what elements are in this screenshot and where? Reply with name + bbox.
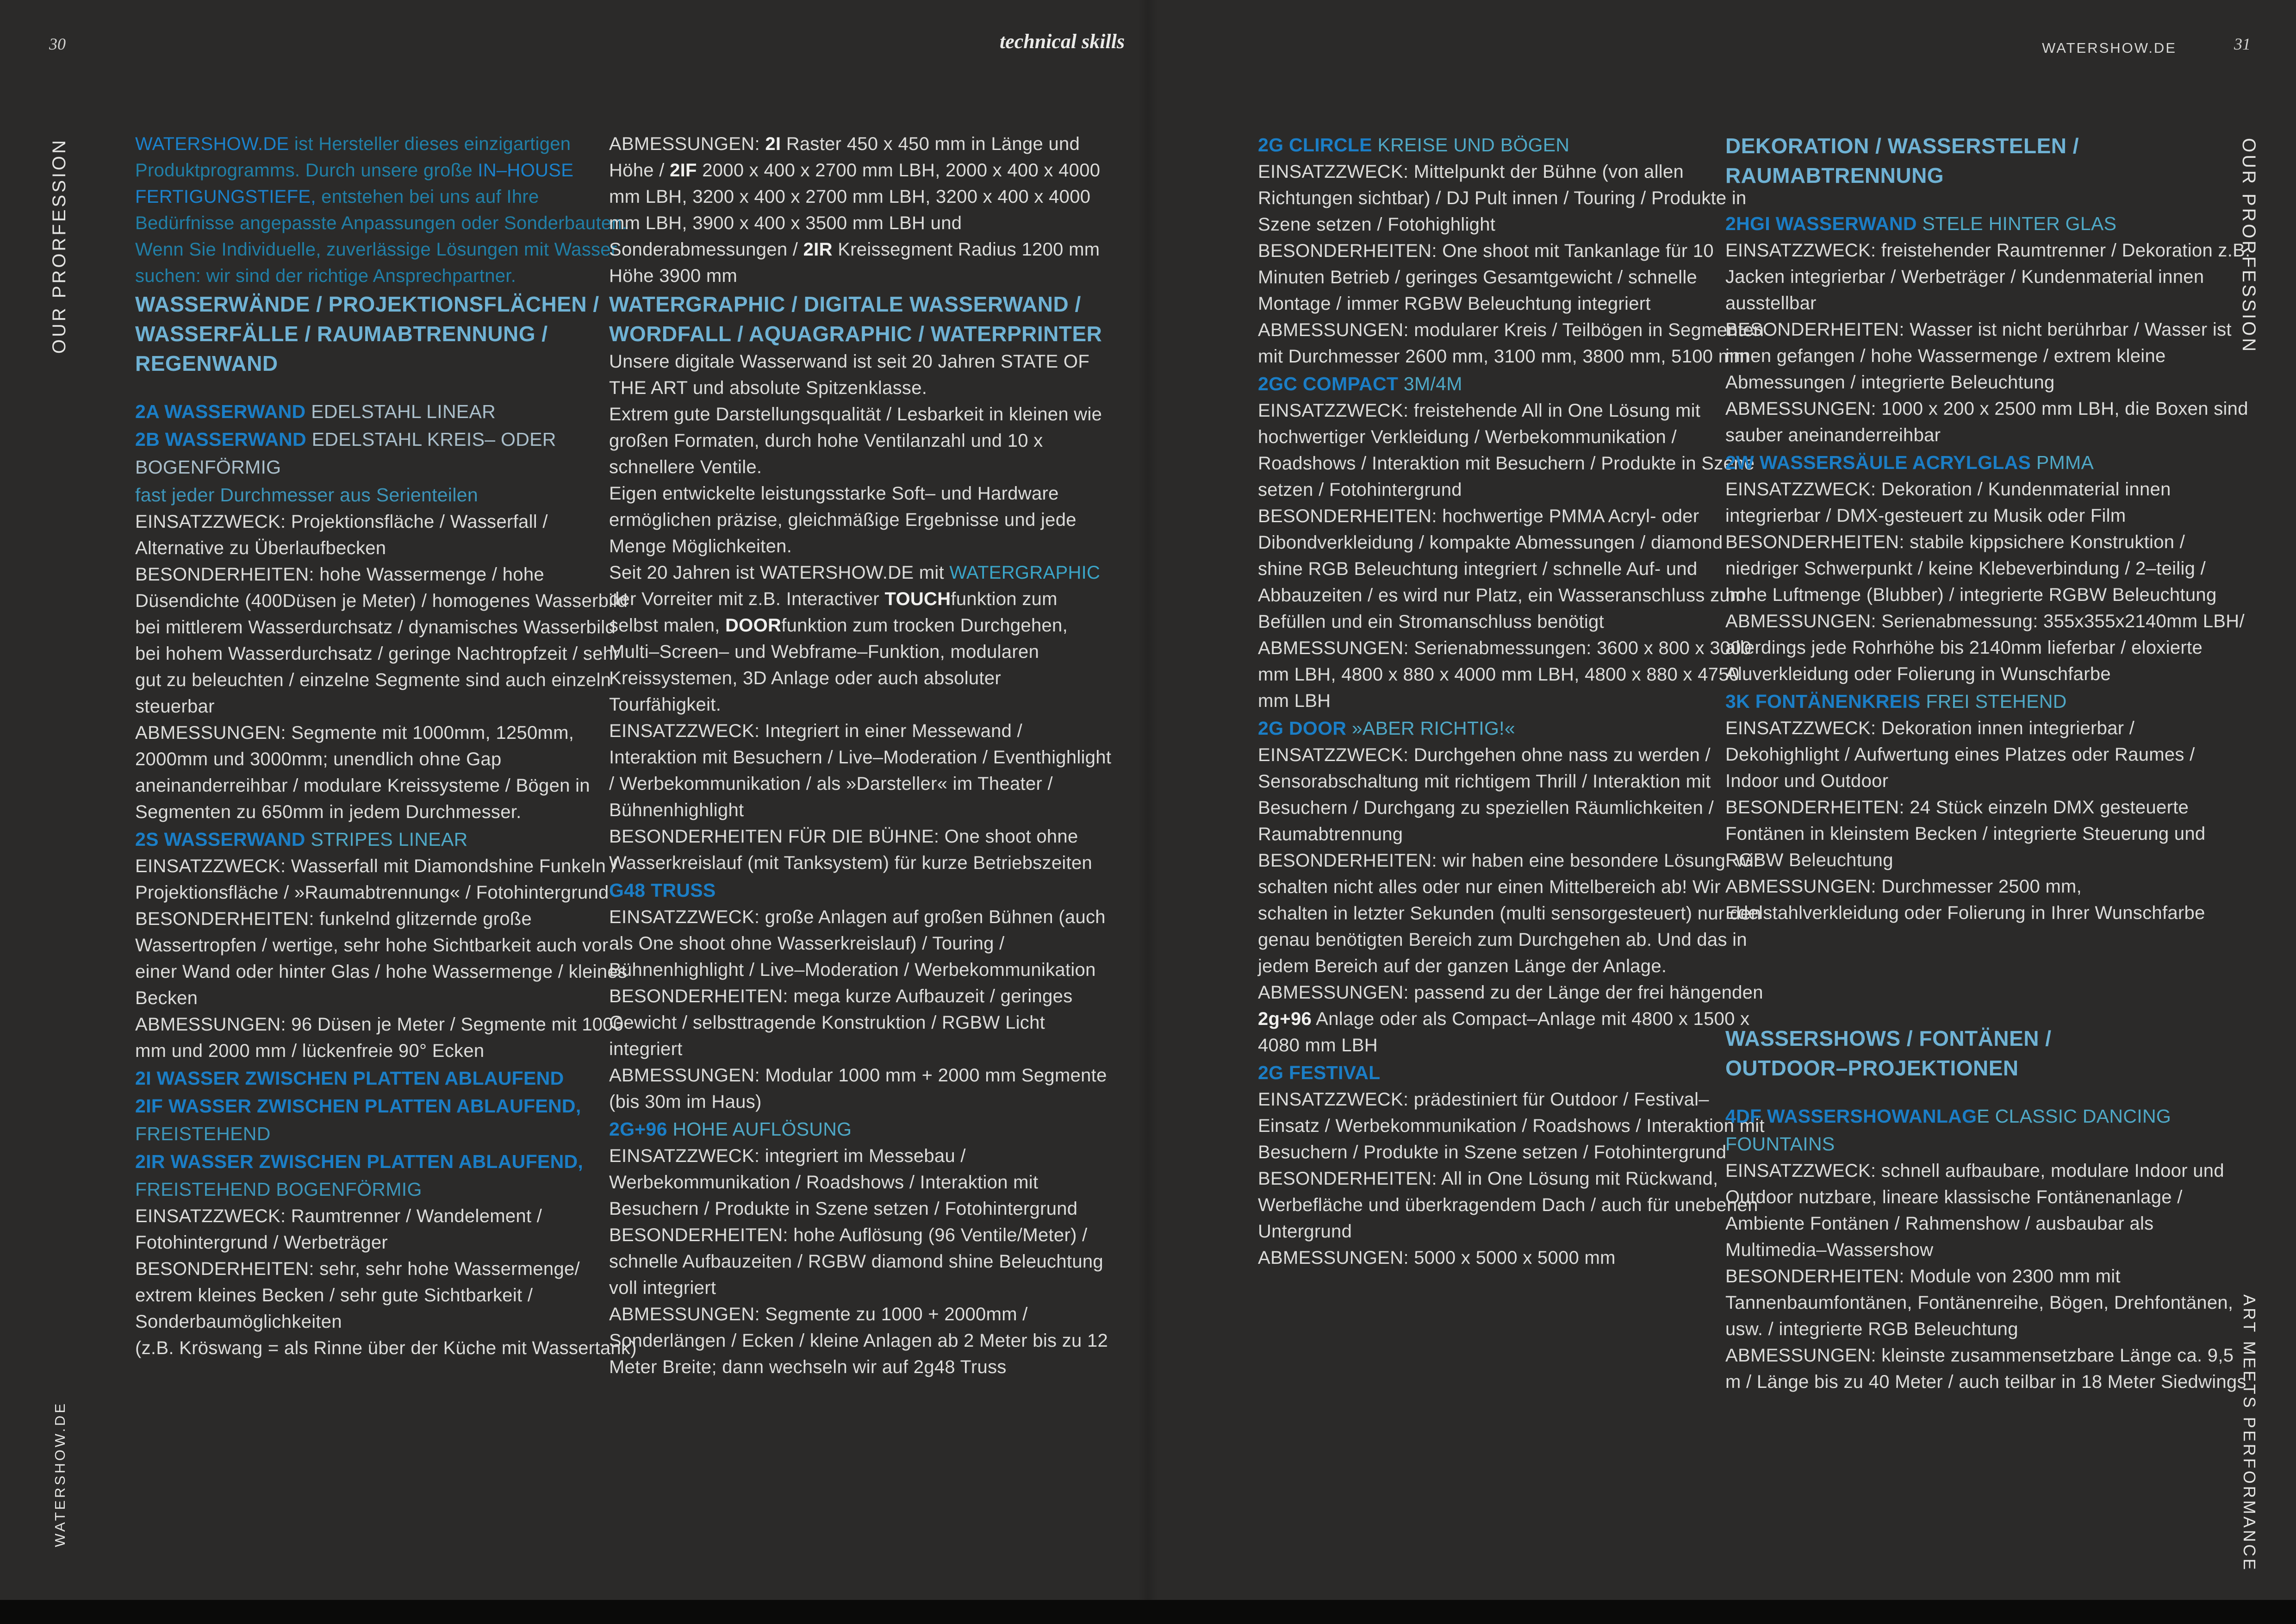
abmessungen-paragraph <box>1258 1245 1770 1271</box>
abmessungen-paragraph <box>135 1012 638 1064</box>
segment-bold: 2g+96 <box>1258 1009 1312 1029</box>
abmessungen-paragraph <box>609 1062 1112 1115</box>
segment-pale: BOGENFÖRMIG <box>135 456 281 478</box>
section-header-line: WATERGRAPHIC / DIGITALE WASSERWAND / <box>609 292 1081 316</box>
einsatzzweck-paragraph <box>609 904 1112 983</box>
sidebar-text-left-bottom: WATERSHOW.DE <box>52 1401 68 1547</box>
product-header-2w <box>1725 449 2251 476</box>
text-segment: ABMESSUNGEN: Durchmesser 2500 mm, Edelstahlverkleidung oder Folierung in Ihrer Wunschfarbe <box>1725 876 2205 923</box>
abmessungen-paragraph <box>1258 980 1770 1059</box>
besonderheiten-paragraph <box>135 1256 638 1335</box>
product-header-2a-2b <box>135 398 638 509</box>
einsatzzweck-paragraph <box>609 718 1112 824</box>
intro-paragraph <box>135 131 638 289</box>
text-segment: BESONDERHEITEN: 24 Stück einzeln DMX gesteuerte Fontänen in kleinstem Becken / integrierte Steuerung und RGBW Beleuchtung <box>1725 797 2206 870</box>
segment-code: 3K FONTÄNENKREIS <box>1725 691 1926 712</box>
section-header-line: REGENWAND <box>135 351 278 375</box>
besonderheiten-paragraph <box>135 562 638 720</box>
segment-code: 2G CLIRCLE <box>1258 134 1378 156</box>
einsatzzweck-paragraph <box>135 853 638 906</box>
segment-med: FREISTEHEND BOGENFÖRMIG <box>135 1179 422 1200</box>
segment-code: 2G DOOR <box>1258 718 1352 739</box>
segment-code: 2G FESTIVAL <box>1258 1062 1381 1083</box>
segment-code: 2B WASSERWAND <box>135 429 312 450</box>
text-segment: ABMESSUNGEN: Segmente mit 1000mm, 1250mm, 2000mm und 3000mm; unendlich ohne Gap aneinanderreihbar / modulare Kreissysteme / Bögen in Segmenten zu 650mm in jedem Durchmesser. <box>135 723 590 822</box>
text-segment: BESONDERHEITEN: funkelnd glitzernde große Wassertropfen / wertige, sehr hohe Sichtbarkeit auch vor einer Wand oder hinter Glas / hohe Wassermenge / kleines Becken <box>135 909 628 1008</box>
segment-code: G48 TRUSS <box>609 880 716 901</box>
segment-med: fast jeder Durchmesser aus Serienteilen <box>135 484 478 506</box>
segment-code: 2A WASSERWAND <box>135 401 311 422</box>
text-segment: Anlage oder als Compact–Anlage mit 4800 x 1500 x 4080 mm LBH <box>1258 1009 1750 1056</box>
body-paragraph <box>609 349 1112 401</box>
text-segment: EINSATZZWECK: integriert im Messebau / Werbekommunikation / Roadshows / Interaktion mit Besuchern / Produkte in Szene setzen / Fotohintergrund <box>609 1146 1078 1219</box>
text-segment: BESONDERHEITEN: sehr, sehr hohe Wassermenge/ extrem kleines Becken / sehr gute Sichtbarkeit / Sonderbaumöglichkeiten <box>135 1259 580 1332</box>
segment-bold: 2IF <box>670 160 697 181</box>
text-segment: BESONDERHEITEN: All in One Lösung mit Rückwand, Werbefläche und überkragendem Dach / auch für unebenen Untergrund <box>1258 1168 1758 1242</box>
text-segment: EINSATZZWECK: Mittelpunkt der Bühne (von allen Richtungen sichtbar) / DJ Pult innen / Touring / Produkte in Szene setzen / Fotohighlight <box>1258 162 1747 235</box>
text-segment: (z.B. Kröswang = als Rinne über der Küche mit Wassertank) <box>135 1338 637 1358</box>
besonderheiten-paragraph <box>1258 848 1770 980</box>
product-header-2s <box>135 825 638 853</box>
abmessungen-paragraph <box>1258 317 1770 370</box>
segment-code: 4DF WASSERSHOWANLAG <box>1725 1106 1977 1127</box>
segment-sub: STRIPES LINEAR <box>311 829 468 850</box>
section-header-line: WASSERWÄNDE / PROJEKTIONSFLÄCHEN / <box>135 292 599 316</box>
besonderheiten-paragraph <box>1725 794 2251 874</box>
section-header-wassershows <box>1725 1024 2251 1083</box>
segment-pale: EDELSTAHL KREIS– ODER <box>311 429 556 450</box>
text-segment: Seit 20 Jahren ist WATERSHOW.DE mit <box>609 562 950 583</box>
abmessungen-paragraph <box>609 1301 1112 1380</box>
text-segment: BESONDERHEITEN: hohe Auflösung (96 Ventile/Meter) / schnelle Aufbauzeiten / RGBW diamond shine Beleuchtung voll integriert <box>609 1225 1103 1298</box>
besonderheiten-paragraph <box>1725 529 2251 608</box>
product-header-3k <box>1725 687 2251 715</box>
column-4 <box>1725 131 2251 1395</box>
besonderheiten-paragraph <box>1725 317 2251 396</box>
text-segment: EINSATZZWECK: Integriert in einer Messewand / Interaktion mit Besuchern / Live–Moderation / Eventhighlight / Werbekommunikation / als »Darsteller« im Theater / Bühnenhighlight <box>609 721 1112 820</box>
text-segment: EINSATZZWECK: prädestiniert für Outdoor / Festival–Einsatz / Werbekommunikation / Roadshows / Interaktion mit Besuchern / Produkte in Szene setzen / Fotohintergrund <box>1258 1089 1765 1162</box>
product-header-2i-2if-2ir <box>135 1064 638 1203</box>
product-header-g48 <box>609 876 1112 904</box>
segment-code: 2I WASSER ZWISCHEN PLATTEN ABLAUFEND <box>135 1068 564 1089</box>
text-segment: ABMESSUNGEN: Modular 1000 mm + 2000 mm Segmente (bis 30m im Haus) <box>609 1065 1107 1112</box>
page-title: technical skills <box>999 30 1125 53</box>
einsatzzweck-paragraph <box>1725 476 2251 529</box>
section-header-watergraphic <box>609 289 1112 349</box>
text-segment: Eigen entwickelte leistungsstarke Soft– und Hardware ermöglichen präzise, gleichmäßige Ergebnisse und jede Menge Möglichkeiten. <box>609 483 1076 556</box>
segment-sub: »ABER RICHTIG!« <box>1351 718 1515 739</box>
text-segment: BESONDERHEITEN: Wasser ist nicht berührbar / Wasser ist innen gefangen / hohe Wassermenge / extrem kleine Abmessungen / integrierte Beleuchtung <box>1725 319 2232 393</box>
text-segment: BESONDERHEITEN: Module von 2300 mm mit Tannenbaumfontänen, Fontänenreihe, Bögen, Drehfontänen, usw. / integrierte RGB Beleuchtung <box>1725 1266 2234 1339</box>
text-segment: ABMESSUNGEN: Serienabmessungen: 3600 x 800 x 3000 mm LBH, 4800 x 880 x 4000 mm LBH, 4800 x 880 x 4750 mm LBH <box>1258 638 1752 711</box>
segment-code: 2W WASSERSÄULE ACRYLGLAS <box>1725 452 2036 473</box>
section-header-line: WASSERSHOWS / FONTÄNEN / <box>1725 1026 2052 1050</box>
segment-ib: WATERSHOW.DE <box>135 134 289 154</box>
segment-sub: KREISE UND BÖGEN <box>1377 134 1570 156</box>
besonderheiten-paragraph <box>1258 1166 1770 1245</box>
einsatzzweck-paragraph <box>135 509 638 562</box>
abmessungen-paragraph <box>1258 635 1770 714</box>
segment-bold: 2I <box>765 134 781 154</box>
segment-sub: E CLASSIC DANCING FOUNTAINS <box>1725 1106 2172 1155</box>
einsatzzweck-paragraph <box>609 1143 1112 1222</box>
body-paragraph <box>609 560 1112 718</box>
product-header-2g96 <box>609 1115 1112 1143</box>
text-segment: BESONDERHEITEN: stabile kippsichere Konstruktion / niedriger Schwerpunkt / keine Klebeverbindung / 2–teilig / hohe Luftmenge (Blubber) / integrierte RGBW Beleuchtung <box>1725 532 2217 605</box>
product-header-2gc <box>1258 370 1770 398</box>
segment-code: 2IF WASSER ZWISCHEN PLATTEN ABLAUFEND, <box>135 1095 581 1117</box>
text-segment: EINSATZZWECK: Raumtrenner / Wandelement / Fotohintergrund / Werbeträger <box>135 1206 542 1253</box>
text-segment: EINSATZZWECK: Projektionsfläche / Wasserfall / Alternative zu Überlaufbecken <box>135 512 548 558</box>
segment-med: FREISTEHEND <box>135 1123 271 1144</box>
section-header-line: OUTDOOR–PROJEKTIONEN <box>1725 1056 2019 1080</box>
abmessungen-paragraph <box>609 131 1112 289</box>
product-header-2g-festival <box>1258 1059 1770 1087</box>
sidebar-text-right-bottom: ART MEETS PERFORMANCE <box>2240 1294 2259 1572</box>
text-segment: ABMESSUNGEN: kleinste zusammensetzbare Länge ca. 9,5 m / Länge bis zu 40 Meter / auch teilbar in 18 Meter Siedwings <box>1725 1345 2246 1392</box>
text-segment: BESONDERHEITEN: hohe Wassermenge / hohe Düsendichte (400Düsen je Meter) / homogenes Wasserbild bei mittlerem Wasserdurchsatz / dynamisches Wasserbild bei hohem Wasserdurchsatz / geringe Nachtropfzeit / sehr gut zu beleuchten / einzelne Segmente sind auch einzeln steuerbar <box>135 564 628 717</box>
text-segment: ABMESSUNGEN: <box>609 134 765 154</box>
segment-code: 2GC COMPACT <box>1258 373 1404 394</box>
segment-ib: IN–HOUSE FERTIGUNGSTIEFE, <box>135 160 574 207</box>
abmessungen-paragraph <box>1725 396 2251 449</box>
text-segment: EINSATZZWECK: Dekoration innen integrierbar / Dekohighlight / Aufwertung eines Platzes oder Raumes / Indoor und Outdoor <box>1725 718 2195 791</box>
text-segment: BESONDERHEITEN: hochwertige PMMA Acryl- oder Dibondverkleidung / kompakte Abmessungen / diamond shine RGB Beleuchtung integriert / schnelle Auf- und Abbauzeiten / es wird nur Platz, ein Wasseranschluss zum Befüllen und ein Stromanschluss benötigt <box>1258 506 1746 632</box>
text-segment: der Vorreiter mit z.B. Interactiver <box>609 589 885 609</box>
segment-pale: EDELSTAHL LINEAR <box>311 401 496 422</box>
page-number-right: 31 <box>2234 35 2251 53</box>
text-segment: Kreissegment Radius 1200 mm Höhe 3900 mm <box>609 239 1100 286</box>
sidebar-text-right-top: OUR PRORFESSION <box>2239 138 2259 354</box>
segment-code: 2IR WASSER ZWISCHEN PLATTEN ABLAUFEND, <box>135 1151 584 1172</box>
segment-code: 2G+96 <box>609 1118 673 1140</box>
text-segment: entstehen bei uns auf Ihre Bedürfnisse angepasste Anpassungen oder Sonderbauten. Wenn Sie Individuelle, zuverlässige Lösungen mit Wasser suchen: wir sind der richtige Ansprechpartner. <box>135 187 628 286</box>
einsatzzweck-paragraph <box>1258 398 1770 503</box>
text-segment: ABMESSUNGEN: 5000 x 5000 x 5000 mm <box>1258 1248 1616 1268</box>
page-fold <box>1138 0 1158 1600</box>
text-segment: EINSATZZWECK: schnell aufbaubare, modulare Indoor und Outdoor nutzbare, lineare klassische Fontänenanlage / Ambiente Fontänen / Rahmenshow / ausbaubar als Multimedia–Wassershow <box>1725 1161 2224 1260</box>
body-paragraph <box>609 481 1112 560</box>
segment-bold: 2IR <box>803 239 833 260</box>
text-segment: 2000 x 400 x 2700 mm LBH, 2000 x 400 x 4000 mm LBH, 3200 x 400 x 2700 mm LBH, 3200 x 400 x 4000 mm LBH, 3900 x 400 x 3500 mm LBH und Sonderabmessungen / <box>609 160 1101 260</box>
section-header-wasserwaende <box>135 289 638 378</box>
bottom-edge-bar <box>0 1600 2296 1624</box>
besonderheiten-paragraph <box>135 906 638 1012</box>
text-segment: Extrem gute Darstellungsqualität / Lesbarkeit in kleinen wie großen Formaten, durch hohe Ventilanzahl und 10 x schnellere Ventile. <box>609 404 1102 477</box>
segment-code: 2S WASSERWAND <box>135 829 311 850</box>
einsatzzweck-paragraph <box>1725 1158 2251 1263</box>
product-header-4df <box>1725 1102 2251 1158</box>
text-segment: EINSATZZWECK: Dekoration / Kundenmaterial innen integrierbar / DMX-gesteuert zu Musik oder Film <box>1725 479 2171 526</box>
einsatzzweck-paragraph <box>1258 742 1770 848</box>
segment-sub: STELE HINTER GLAS <box>1922 213 2117 234</box>
segment-bold: TOUCH <box>884 589 951 609</box>
besonderheiten-paragraph <box>1725 1263 2251 1343</box>
text-segment: ABMESSUNGEN: modularer Kreis / Teilbögen in Segmenten mit Durchmesser 2600 mm, 3100 mm, 3800 mm, 5100 mm <box>1258 320 1764 367</box>
text-segment: BESONDERHEITEN FÜR DIE BÜHNE: One shoot ohne Wasserkreislauf (mit Tanksystem) für kurze Betriebszeiten <box>609 826 1093 873</box>
abmessungen-paragraph <box>135 720 638 825</box>
column-1 <box>135 131 638 1362</box>
text-segment: EINSATZZWECK: Durchgehen ohne nass zu werden / Sensorabschaltung mit richtigem Thrill / Interaktion mit Besuchern / Durchgang zu speziellen Räumlichkeiten / Raumabtrennung <box>1258 745 1714 844</box>
text-segment: funktion zum trocken Durchgehen, Multi–Screen– und Webframe–Funktion, modularen Kreissystemen, 3D Anlage oder auch absoluter Tourfähigkeit. <box>609 615 1068 715</box>
einsatzzweck-paragraph <box>1258 159 1770 238</box>
segment-sub: HOHE AUFLÖSUNG <box>672 1118 852 1140</box>
besonderheiten-paragraph <box>609 1222 1112 1301</box>
abmessungen-paragraph <box>1725 874 2251 926</box>
section-header-line: RAUMABTRENNUNG <box>1725 163 1944 187</box>
segment-code: 2HGI WASSERWAND <box>1725 213 1923 234</box>
text-segment: ist Hersteller dieses einzigartigen Produktprogramms. Durch unsere große <box>135 134 571 181</box>
segment-bold: DOOR <box>725 615 782 636</box>
body-paragraph <box>609 401 1112 481</box>
section-header-line: WORDFALL / AQUAGRAPHIC / WATERPRINTER <box>609 322 1102 346</box>
text-segment: ABMESSUNGEN: 1000 x 200 x 2500 mm LBH, die Boxen sind sauber aneinanderreihbar <box>1725 399 2248 445</box>
text-segment: funktion zum selbst malen, <box>609 589 1058 636</box>
einsatzzweck-paragraph <box>1725 237 2251 317</box>
text-segment: ABMESSUNGEN: passend zu der Länge der frei hängenden <box>1258 982 1763 1003</box>
text-segment: EINSATZZWECK: freistehender Raumtrenner / Dekoration z.B. Jacken integrierbar / Werbeträger / Kundenmaterial innen ausstellbar <box>1725 240 2251 313</box>
besonderheiten-paragraph <box>609 824 1112 876</box>
besonderheiten-paragraph <box>1258 503 1770 635</box>
text-segment: EINSATZZWECK: Wasserfall mit Diamondshine Funkeln / Projektionsfläche / »Raumabtrennung« / Fotohintergrund <box>135 856 617 903</box>
sidebar-text-left-top: OUR PRORFESSION <box>49 138 69 354</box>
text-segment: ABMESSUNGEN: Segmente zu 1000 + 2000mm / Sonderlängen / Ecken / kleine Anlagen ab 2 Meter bis zu 12 Meter Breite; dann wechseln wir auf 2g48 Truss <box>609 1304 1108 1377</box>
text-segment: Raster 450 x 450 mm in Länge und Höhe / <box>609 134 1080 181</box>
text-segment: Unsere digitale Wasserwand ist seit 20 Jahren STATE OF THE ART und absolute Spitzenklasse. <box>609 351 1090 398</box>
segment-sub: 3M/4M <box>1403 373 1462 394</box>
column-3 <box>1258 131 1770 1271</box>
product-header-2g-door <box>1258 714 1770 742</box>
text-segment: BESONDERHEITEN: mega kurze Aufbauzeit / geringes Gewicht / selbsttragende Konstruktion / RGBW Licht integriert <box>609 986 1073 1059</box>
segment-sub: PMMA <box>2036 452 2094 473</box>
abmessungen-paragraph <box>1725 608 2251 687</box>
brand-label: WATERSHOW.DE <box>2042 40 2177 56</box>
text-segment: EINSATZZWECK: freistehende All in One Lösung mit hochwertiger Verkleidung / Werbekommunikation / Roadshows / Interaktion mit Besuchern / Produkte in Szene setzen / Fotohintergrund <box>1258 400 1755 500</box>
einsatzzweck-paragraph <box>1725 715 2251 794</box>
text-segment: BESONDERHEITEN: wir haben eine besondere Lösung: wir schalten nicht alles oder nur einen Mittelbereich ab! Wir schalten in letzter Sekunden (multi sensorgesteuert) nur den genau benötigten Bereich zum Durchgehen ab. Und das in jedem Bereich auf der ganzen Länge der Anlage. <box>1258 850 1761 976</box>
product-header-2g-clircle <box>1258 131 1770 159</box>
einsatzzweck-paragraph <box>1258 1087 1770 1166</box>
text-segment: EINSATZZWECK: große Anlagen auf großen Bühnen (auch als One shoot ohne Wasserkreislauf) / Touring / Bühnenhighlight / Live–Moderation / Werbekommunikation <box>609 907 1106 980</box>
section-header-dekoration <box>1725 131 2251 190</box>
besonderheiten-paragraph <box>609 983 1112 1062</box>
text-segment: ABMESSUNGEN: 96 Düsen je Meter / Segmente mit 1000 mm und 2000 mm / lückenfreie 90° Ecken <box>135 1014 624 1061</box>
segment-sub: FREI STEHEND <box>1926 691 2067 712</box>
segment-cyan: WATERGRAPHIC <box>949 562 1101 583</box>
page-number-left: 30 <box>49 35 66 53</box>
column-2 <box>609 131 1112 1380</box>
section-header-line: WASSERFÄLLE / RAUMABTRENNUNG / <box>135 322 548 346</box>
abmessungen-paragraph <box>1725 1343 2251 1395</box>
text-segment: ABMESSUNGEN: Serienabmessung: 355x355x2140mm LBH/ allerdings jede Rohrhöhe bis 2140mm lieferbar / eloxierte Aluverkleidung oder Folierung in Wunschfarbe <box>1725 611 2245 684</box>
note-paragraph <box>135 1335 638 1362</box>
product-header-2hgi <box>1725 210 2251 237</box>
einsatzzweck-paragraph <box>135 1203 638 1256</box>
section-header-line: DEKORATION / WASSERSTELEN / <box>1725 134 2079 158</box>
besonderheiten-paragraph <box>1258 238 1770 317</box>
text-segment: BESONDERHEITEN: One shoot mit Tankanlage für 10 Minuten Betrieb / geringes Gesamtgewicht / schnelle Montage / immer RGBW Beleuchtung integriert <box>1258 241 1714 314</box>
